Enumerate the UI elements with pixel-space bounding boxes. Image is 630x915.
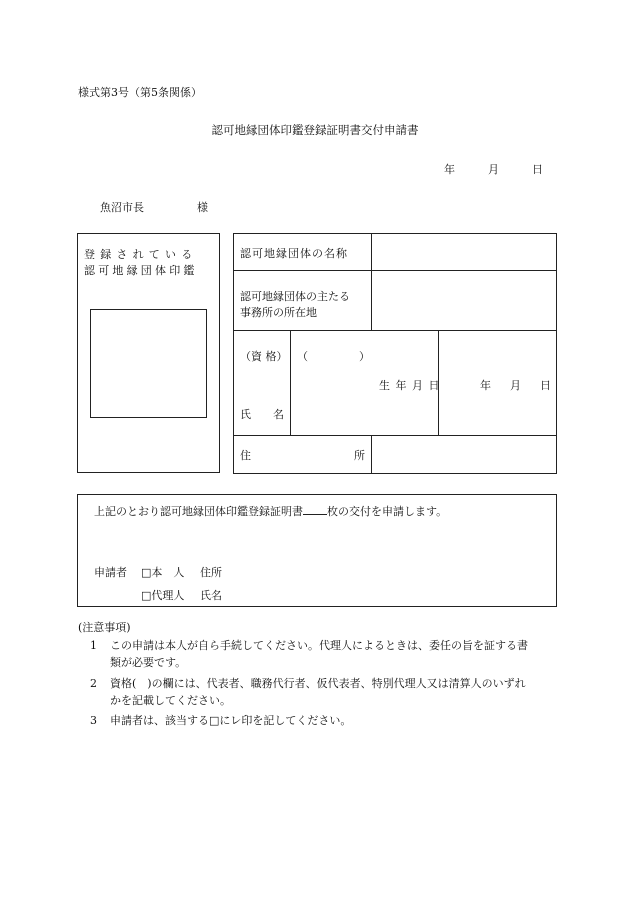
org-name-label: 認可地縁団体の名称 <box>240 247 348 260</box>
date-day: 日 <box>532 163 543 176</box>
addressee-mayor: 魚沼市長 <box>100 201 144 214</box>
applicant-name-label: 氏名 <box>200 589 222 602</box>
document-title: 認可地縁団体印鑑登録証明書交付申請書 <box>211 123 419 137</box>
date-year: 年 <box>444 163 455 176</box>
name-label: 氏 名 <box>240 408 284 421</box>
self-option-checkbox[interactable]: □本 人 <box>141 566 185 579</box>
request-box <box>77 494 557 607</box>
date-line <box>444 161 543 177</box>
birth-year: 年 <box>480 379 491 392</box>
note-text: この申請は本人が自ら手続してください。代理人によるときは、委任の旨を証する書 <box>110 639 528 652</box>
request-statement <box>94 503 447 519</box>
address-label-right: 所 <box>354 449 365 462</box>
date-month: 月 <box>488 163 499 176</box>
seal-impression-area[interactable] <box>90 309 207 418</box>
office-address-field[interactable] <box>374 274 554 328</box>
note-num: 2 <box>90 677 97 690</box>
note-text-cont: かを記載してください。 <box>110 694 231 707</box>
seal-label-line2: 認可地縁団体印鑑 <box>84 264 198 277</box>
office-label-line2: 事務所の所在地 <box>240 306 317 319</box>
addressee <box>100 199 208 215</box>
office-label-line1: 認可地縁団体の主たる <box>240 290 350 303</box>
address-label-left: 住 <box>240 449 251 462</box>
note-text-cont: 類が必要です。 <box>110 656 187 669</box>
notes-heading: (注意事項) <box>78 621 131 634</box>
addressee-honorific: 様 <box>197 201 208 214</box>
note-num: 3 <box>90 714 97 727</box>
seal-label-line1: 登録されている <box>84 248 198 261</box>
qualification-label: （資 格） <box>240 350 288 363</box>
applicant-address-label: 住所 <box>200 566 222 579</box>
form-number: 様式第3号（第5条関係） <box>78 86 202 99</box>
seal-box-label <box>84 247 198 279</box>
note-num: 1 <box>90 639 97 652</box>
note-item-1 <box>90 637 560 671</box>
qualification-paren-close: ） <box>359 350 370 363</box>
copies-blank[interactable] <box>303 504 327 515</box>
qualification-paren-open: （ <box>297 350 308 363</box>
request-statement-before: 上記のとおり認可地縁団体印鑑登録証明書 <box>94 505 303 518</box>
registered-seal-box <box>77 233 220 473</box>
birth-month: 月 <box>510 379 521 392</box>
note-item-3 <box>90 712 560 729</box>
note-item-2 <box>90 675 560 709</box>
note-text: 申請者は、該当する□にレ印を記してください。 <box>110 714 352 727</box>
address-field[interactable] <box>374 438 554 472</box>
note-text: 資格( )の欄には、代表者、職務代行者、仮代表者、特別代理人又は清算人のいずれ <box>110 677 526 690</box>
birthdate-label: 生 年 月 日 <box>379 379 441 392</box>
org-name-field[interactable] <box>374 236 554 268</box>
request-statement-after: 枚の交付を申請します。 <box>327 505 448 518</box>
applicant-label: 申請者 <box>94 566 127 579</box>
birth-day: 日 <box>540 379 551 392</box>
agent-option-checkbox[interactable]: □代理人 <box>141 589 185 602</box>
organization-info-table <box>233 233 557 474</box>
